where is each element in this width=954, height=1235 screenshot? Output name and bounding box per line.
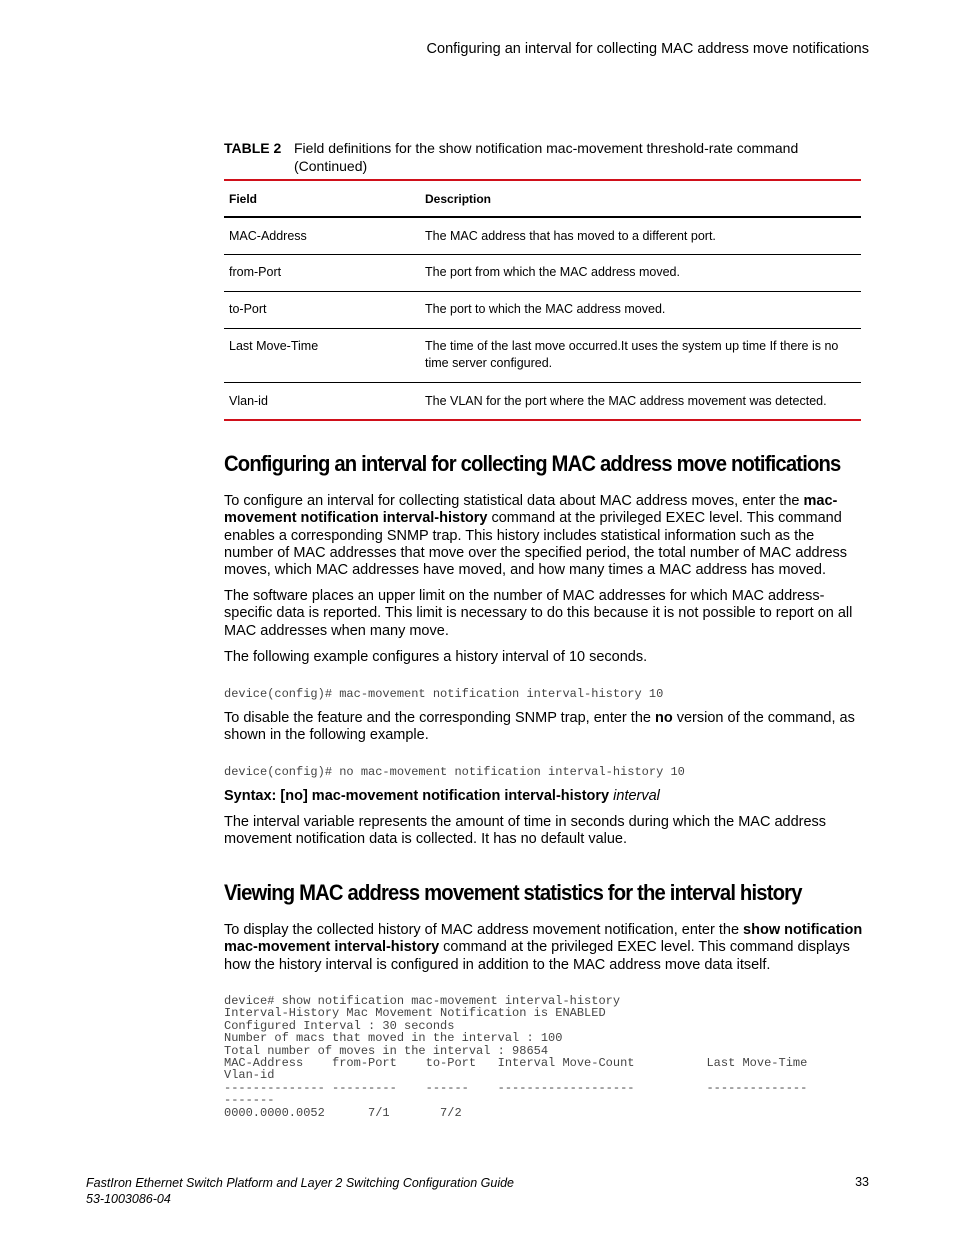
text-run: command at the privileged EXEC level. This command enables a corresponding SNMP trap. This history includes statistical information such as the number of MAC addresses that move over the specified period, the total number of MAC address moves, which MAC addresses have moved, and how many times a MAC address has moved.	[224, 510, 848, 579]
field-cell: to-Port	[229, 302, 267, 316]
code-example: device(config)# no mac-movement notification interval-history 10	[224, 765, 685, 779]
section-heading-viewing: Viewing MAC address movement statistics for the interval history	[224, 880, 802, 905]
field-cell: MAC-Address	[229, 229, 307, 243]
field-cell: Vlan-id	[229, 394, 268, 408]
paragraph: The software places an upper limit on the number of MAC addresses for which MAC address-specific data is reported. This limit is necessary to do this because it is not possible to report on all MAC addresses when many move.	[224, 588, 853, 639]
description-cell: The VLAN for the port where the MAC address movement was detected.	[425, 394, 827, 408]
column-header-field: Field	[229, 192, 258, 206]
table-row	[224, 383, 861, 419]
syntax-variable: interval	[613, 788, 660, 804]
description-cell: The port to which the MAC address moved.	[425, 302, 666, 316]
text-run: version of the command, as shown in the following example.	[224, 710, 855, 744]
text-run: To disable the feature and the corresponding SNMP trap, enter the	[224, 710, 655, 726]
command-name: show notification mac-movement interval-history	[224, 922, 863, 956]
keyword: no	[654, 710, 673, 726]
table-row	[224, 292, 861, 329]
table-caption-text: Field definitions for the show notification mac-movement threshold-rate command (Continued)	[294, 140, 799, 174]
field-definitions-table	[224, 179, 861, 421]
table-header-row	[224, 181, 861, 218]
column-header-description: Description	[425, 192, 492, 206]
paragraph	[224, 493, 866, 579]
running-header: Configuring an interval for collecting MAC address move notifications	[426, 41, 869, 57]
paragraph: The following example configures a history interval of 10 seconds.	[224, 649, 648, 665]
cli-output: device# show notification mac-movement interval-history Interval-History Mac Movement Notification is ENABLED Configured Interval : 30 seconds Number of macs that moved in the interval : 100 Total number of moves in the interval : 98654 MAC-Address from-Port to-Port Interval Move-Count Last Move-Time Vlan-id -------------- --------- ------ ------------------- -------------- ------- 0000.0000.0052 7/1 7/2	[224, 994, 808, 1120]
page-number: 33	[855, 1175, 869, 1189]
guide-title: FastIron Ethernet Switch Platform and Layer 2 Switching Configuration Guide	[86, 1176, 514, 1190]
document-number: 53-1003086-04	[86, 1192, 171, 1206]
field-cell: Last Move-Time	[229, 339, 319, 353]
table-label: TABLE 2	[224, 140, 282, 156]
text-run: command at the privileged EXEC level. This command displays how the history interval is configured in addition to the MAC address move data itself.	[224, 939, 850, 973]
description-cell: The MAC address that has moved to a different port.	[425, 229, 716, 243]
syntax-line	[224, 788, 866, 805]
field-cell: from-Port	[229, 265, 282, 279]
table-row	[224, 218, 861, 255]
paragraph	[224, 710, 866, 745]
table-row	[224, 255, 861, 292]
footer-left	[86, 1175, 514, 1207]
command-name: mac-movement notification interval-history	[224, 493, 838, 527]
text-run: To configure an interval for collecting statistical data about MAC address moves, enter the	[224, 493, 804, 509]
table-row	[224, 329, 861, 383]
description-cell: The port from which the MAC address moved.	[425, 265, 680, 279]
description-cell: The time of the last move occurred.It uses the system up time If there is no time server configured.	[425, 339, 839, 370]
text-run: To display the collected history of MAC address movement notification, enter the	[224, 922, 744, 938]
code-example: device(config)# mac-movement notification interval-history 10	[224, 687, 664, 701]
syntax-command: Syntax: [no] mac-movement notification interval-history	[224, 788, 610, 804]
paragraph	[224, 922, 866, 974]
paragraph: The interval variable represents the amount of time in seconds during which the MAC address movement notification data is collected. It has no default value.	[224, 814, 827, 848]
section-heading-interval: Configuring an interval for collecting MAC address move notifications	[224, 451, 841, 476]
